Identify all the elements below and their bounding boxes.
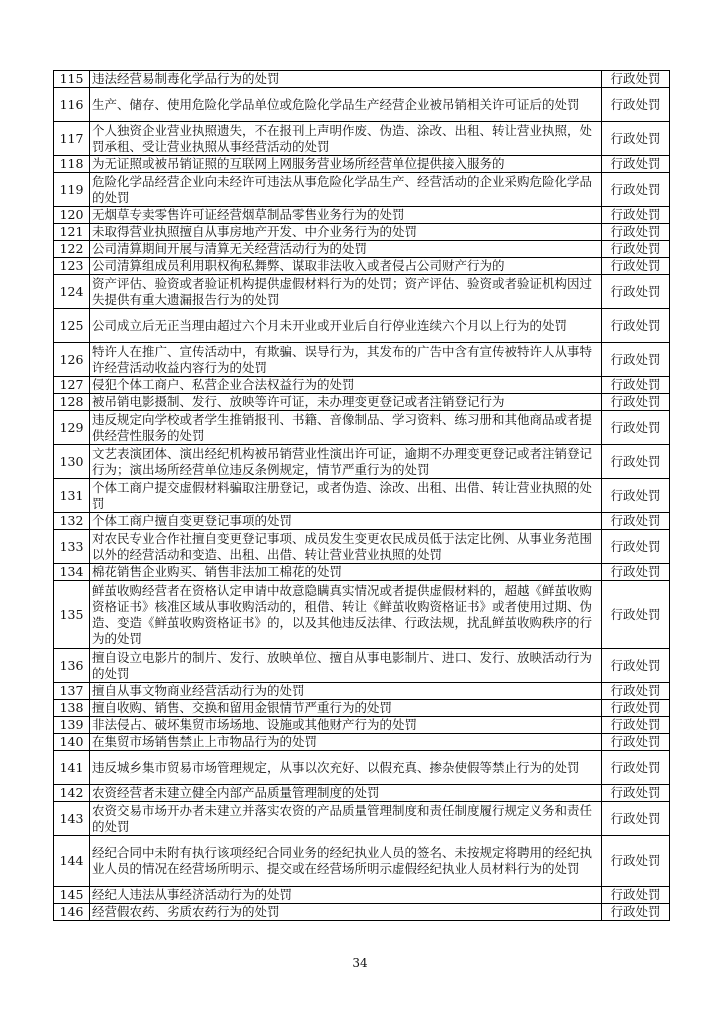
- row-number: 120: [54, 207, 90, 224]
- table-row: [54, 802, 670, 836]
- row-type: 行政处罚: [602, 309, 670, 343]
- row-number: 131: [54, 479, 90, 513]
- row-type: 行政处罚: [602, 836, 670, 887]
- table-row: [54, 122, 670, 156]
- row-item: 生产、储存、使用危险化学品单位或危险化学品生产经营企业被吊销相关许可证后的处罚: [90, 88, 602, 122]
- row-number: 146: [54, 904, 90, 921]
- row-number: 141: [54, 751, 90, 785]
- table-row: [54, 904, 670, 921]
- row-number: 143: [54, 802, 90, 836]
- row-type: 行政处罚: [602, 530, 670, 564]
- table-row: [54, 377, 670, 394]
- row-type: 行政处罚: [602, 207, 670, 224]
- row-item: 公司清算组成员利用职权徇私舞弊、谋取非法收入或者侵占公司财产行为的: [90, 258, 602, 275]
- row-number: 130: [54, 445, 90, 479]
- row-number: 145: [54, 887, 90, 904]
- row-number: 125: [54, 309, 90, 343]
- row-type: 行政处罚: [602, 649, 670, 683]
- table-row: [54, 71, 670, 88]
- row-item: 公司成立后无正当理由超过六个月未开业或开业后自行停业连续六个月以上行为的处罚: [90, 309, 602, 343]
- table-row: [54, 258, 670, 275]
- page-number: 34: [352, 956, 368, 970]
- table-row: [54, 394, 670, 411]
- table-row: [54, 564, 670, 581]
- row-number: 119: [54, 173, 90, 207]
- row-type: 行政处罚: [602, 802, 670, 836]
- row-item: 文艺表演团体、演出经纪机构被吊销营业性演出许可证，逾期不办理变更登记或者注销登记行为；演出场所经营单位违反条例规定，情节严重行为的处罚: [90, 445, 602, 479]
- row-item: 被吊销电影摄制、发行、放映等许可证，未办理变更登记或者注销登记行为: [90, 394, 602, 411]
- row-item: 违反规定向学校或者学生推销报刊、书籍、音像制品、学习资料、练习册和其他商品或者提供经营性服务的处罚: [90, 411, 602, 445]
- table-row: [54, 445, 670, 479]
- row-item: 农资交易市场开办者未建立并落实农资的产品质量管理制度和责任制度履行规定义务和责任的处罚: [90, 802, 602, 836]
- row-item: 经纪合同中未附有执行该项经纪合同业务的经纪执业人员的签名、未按规定将聘用的经纪执业人员的情况在经营场所明示、提交或在经营场所明示虚假经纪执业人员材料行为的处罚: [90, 836, 602, 887]
- row-number: 117: [54, 122, 90, 156]
- row-number: 132: [54, 513, 90, 530]
- row-item: 经营假农药、劣质农药行为的处罚: [90, 904, 602, 921]
- row-type: 行政处罚: [602, 887, 670, 904]
- table-row: [54, 343, 670, 377]
- row-type: 行政处罚: [602, 717, 670, 734]
- row-type: 行政处罚: [602, 904, 670, 921]
- row-item: 个体工商户擅自变更登记事项的处罚: [90, 513, 602, 530]
- table-row: [54, 513, 670, 530]
- row-number: 118: [54, 156, 90, 173]
- table-row: [54, 479, 670, 513]
- row-number: 123: [54, 258, 90, 275]
- row-item: 对农民专业合作社擅自变更登记事项、成员发生变更农民成员低于法定比例、从事业务范围以外的经营活动和变造、出租、出借、转让营业营业执照的处罚: [90, 530, 602, 564]
- row-number: 142: [54, 785, 90, 802]
- row-type: 行政处罚: [602, 683, 670, 700]
- row-type: 行政处罚: [602, 479, 670, 513]
- row-type: 行政处罚: [602, 377, 670, 394]
- row-type: 行政处罚: [602, 445, 670, 479]
- row-item: 个体工商户提交虚假材料骗取注册登记，或者伪造、涂改、出租、出借、转让营业执照的处罚: [90, 479, 602, 513]
- row-item: 为无证照或被吊销证照的互联网上网服务营业场所经营单位提供接入服务的: [90, 156, 602, 173]
- row-item: 个人独资企业营业执照遗失，不在报刊上声明作废、伪造、涂改、出租、转让营业执照，处罚承租、受让营业执照从事经营活动的处罚: [90, 122, 602, 156]
- row-type: 行政处罚: [602, 71, 670, 88]
- row-item: 特许人在推广、宣传活动中，有欺骗、误导行为，其发布的广告中含有宣传被特许人从事特许经营活动收益内容行为的处罚: [90, 343, 602, 377]
- table-row: [54, 751, 670, 785]
- table-row: [54, 581, 670, 649]
- row-type: 行政处罚: [602, 513, 670, 530]
- row-number: 133: [54, 530, 90, 564]
- row-item: 农资经营者未建立健全内部产品质量管理制度的处罚: [90, 785, 602, 802]
- row-item: 危险化学品经营企业向未经许可违法从事危险化学品生产、经营活动的企业采购危险化学品的处罚: [90, 173, 602, 207]
- row-item: 擅自设立电影片的制片、发行、放映单位、擅自从事电影制片、进口、发行、放映活动行为的处罚: [90, 649, 602, 683]
- row-item: 公司清算期间开展与清算无关经营活动行为的处罚: [90, 241, 602, 258]
- row-number: 139: [54, 717, 90, 734]
- row-number: 136: [54, 649, 90, 683]
- row-type: 行政处罚: [602, 122, 670, 156]
- row-type: 行政处罚: [602, 156, 670, 173]
- row-number: 144: [54, 836, 90, 887]
- row-type: 行政处罚: [602, 564, 670, 581]
- row-number: 140: [54, 734, 90, 751]
- table-row: [54, 275, 670, 309]
- table-row: [54, 887, 670, 904]
- row-type: 行政处罚: [602, 700, 670, 717]
- row-type: 行政处罚: [602, 411, 670, 445]
- row-number: 121: [54, 224, 90, 241]
- row-type: 行政处罚: [602, 581, 670, 649]
- row-type: 行政处罚: [602, 394, 670, 411]
- row-item: 棉花销售企业购买、销售非法加工棉花的处罚: [90, 564, 602, 581]
- table-row: [54, 700, 670, 717]
- row-item: 鲜茧收购经营者在资格认定申请中故意隐瞒真实情况或者提供虚假材料的，超越《鲜茧收购资格证书》核准区域从事收购活动的，租借、转让《鲜茧收购资格证书》或者使用过期、伪造、变造《鲜茧收购资格证书》的，以及其他违反法律、行政法规，扰乱鲜茧收购秩序的行为的处罚: [90, 581, 602, 649]
- table-row: [54, 88, 670, 122]
- row-number: 115: [54, 71, 90, 88]
- row-number: 128: [54, 394, 90, 411]
- row-number: 122: [54, 241, 90, 258]
- table-row: [54, 207, 670, 224]
- table-row: [54, 156, 670, 173]
- row-type: 行政处罚: [602, 88, 670, 122]
- row-number: 134: [54, 564, 90, 581]
- row-type: 行政处罚: [602, 343, 670, 377]
- row-item: 违反城乡集市贸易市场管理规定，从事以次充好、以假充真、掺杂使假等禁止行为的处罚: [90, 751, 602, 785]
- row-item: 无烟草专卖零售许可证经营烟草制品零售业务行为的处罚: [90, 207, 602, 224]
- row-item: 侵犯个体工商户、私营企业合法权益行为的处罚: [90, 377, 602, 394]
- table-row: [54, 683, 670, 700]
- table-row: [54, 411, 670, 445]
- row-number: 135: [54, 581, 90, 649]
- table-row: [54, 785, 670, 802]
- row-number: 124: [54, 275, 90, 309]
- row-number: 116: [54, 88, 90, 122]
- row-type: 行政处罚: [602, 241, 670, 258]
- row-number: 126: [54, 343, 90, 377]
- table-row: [54, 241, 670, 258]
- row-item: 违法经营易制毒化学品行为的处罚: [90, 71, 602, 88]
- row-type: 行政处罚: [602, 258, 670, 275]
- table-row: [54, 836, 670, 887]
- row-type: 行政处罚: [602, 224, 670, 241]
- table-row: [54, 734, 670, 751]
- row-item: 未取得营业执照擅自从事房地产开发、中介业务行为的处罚: [90, 224, 602, 241]
- table-row: [54, 717, 670, 734]
- table-row: [54, 530, 670, 564]
- table-row: [54, 173, 670, 207]
- row-number: 138: [54, 700, 90, 717]
- table-row: [54, 224, 670, 241]
- row-item: 非法侵占、破坏集贸市场场地、设施或其他财产行为的处罚: [90, 717, 602, 734]
- row-type: 行政处罚: [602, 275, 670, 309]
- row-type: 行政处罚: [602, 785, 670, 802]
- row-type: 行政处罚: [602, 734, 670, 751]
- penalty-items-table: [53, 70, 670, 921]
- row-item: 擅自从事文物商业经营活动行为的处罚: [90, 683, 602, 700]
- row-number: 137: [54, 683, 90, 700]
- row-item: 经纪人违法从事经济活动行为的处罚: [90, 887, 602, 904]
- row-number: 129: [54, 411, 90, 445]
- table-row: [54, 649, 670, 683]
- table-body: [54, 71, 670, 921]
- row-number: 127: [54, 377, 90, 394]
- row-item: 资产评估、验资或者验证机构提供虚假材料行为的处罚；资产评估、验资或者验证机构因过失提供有重大遗漏报告行为的处罚: [90, 275, 602, 309]
- row-item: 在集贸市场销售禁止上市物品行为的处罚: [90, 734, 602, 751]
- table-row: [54, 309, 670, 343]
- row-type: 行政处罚: [602, 751, 670, 785]
- row-item: 擅自收购、销售、交换和留用金银情节严重行为的处罚: [90, 700, 602, 717]
- row-type: 行政处罚: [602, 173, 670, 207]
